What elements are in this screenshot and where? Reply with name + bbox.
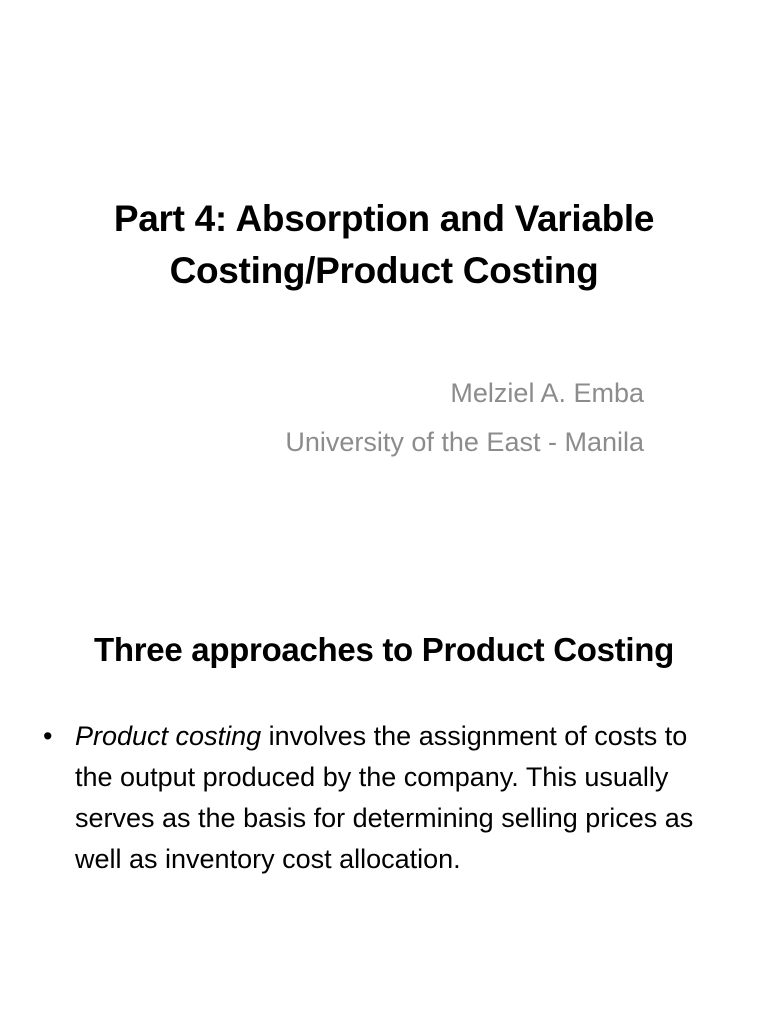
title-line-2: Costing/Product Costing <box>169 250 599 291</box>
author-name: Melziel A. Emba <box>450 378 644 408</box>
slide-heading: Three approaches to Product Costing <box>94 631 674 668</box>
bullet-list <box>40 716 730 880</box>
title-line-1: Part 4: Absorption and Variable <box>113 198 655 239</box>
author-affiliation: University of the East - Manila <box>285 427 644 457</box>
bullet-text: involves the assignment of costs to the output produced by the company. This usually serves as the basis for determining selling prices as well as inventory cost allocation. <box>75 721 694 874</box>
slide-title <box>40 193 728 297</box>
emphasized-term: Product costing <box>75 721 262 751</box>
bullet-item <box>40 716 730 880</box>
bullet-marker: • <box>43 721 53 751</box>
slide-content-page <box>0 576 768 1024</box>
